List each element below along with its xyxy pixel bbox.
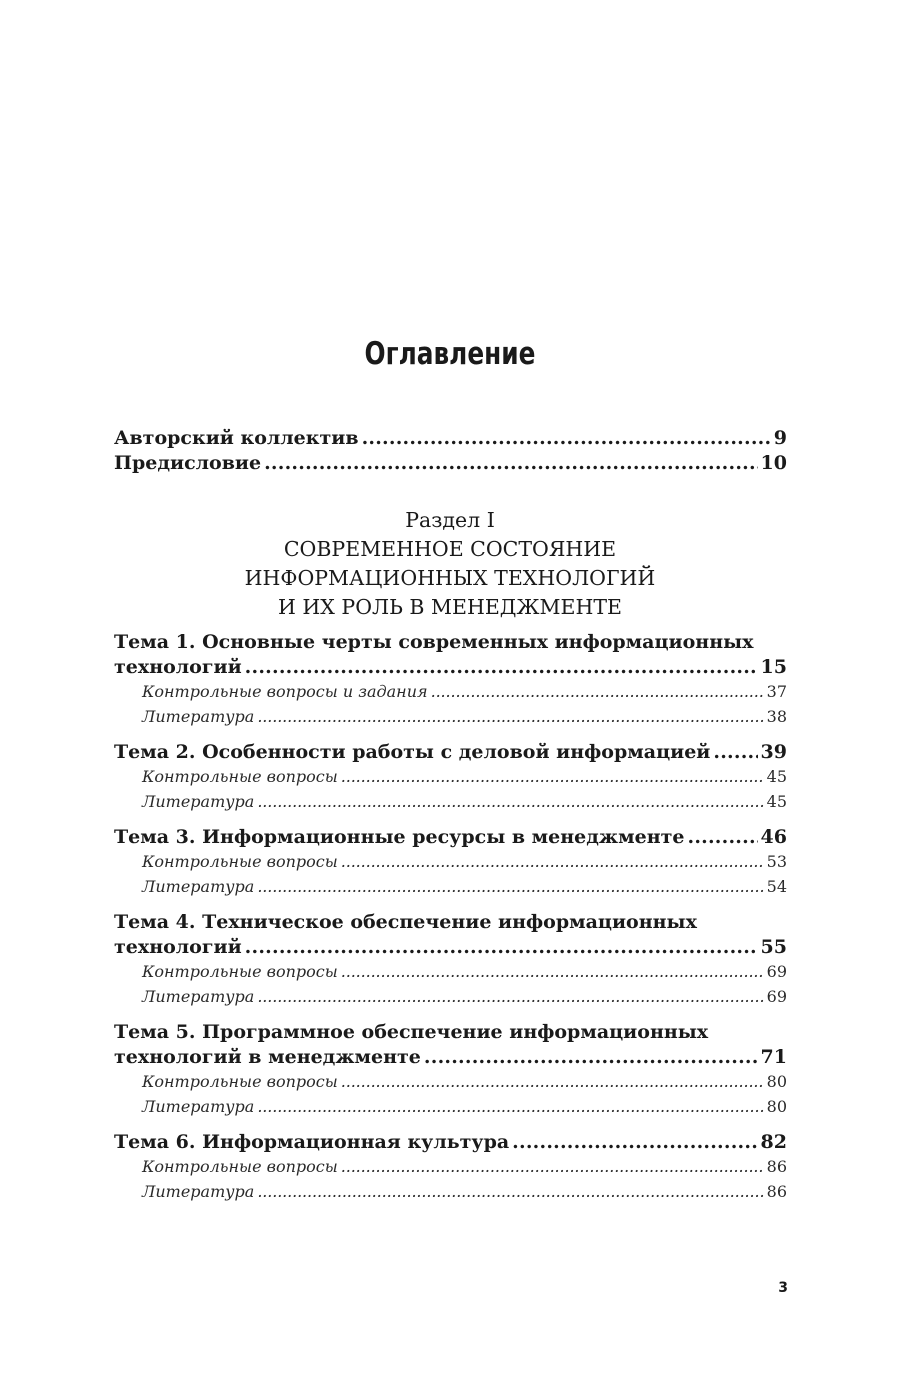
leader-dots — [257, 790, 763, 815]
leader-dots — [245, 935, 758, 960]
toc-subentry-title: Контрольные вопросы — [142, 1072, 338, 1091]
leader-dots — [264, 451, 757, 476]
leader-dots — [341, 1155, 764, 1180]
leader-dots — [257, 1095, 763, 1120]
toc-subentry-title: Литература — [142, 986, 255, 1006]
section-label: Раздел I — [405, 508, 495, 532]
toc-subentry-page: 69 — [766, 962, 787, 981]
toc-subentry-page: 86 — [766, 1181, 787, 1201]
toc-topic-row — [114, 740, 787, 765]
toc-entry-preface — [114, 451, 787, 476]
page-number: 3 — [778, 1280, 788, 1296]
toc-topic-1 — [114, 630, 787, 729]
toc-subentry — [114, 960, 787, 985]
toc-subentry-page: 45 — [766, 767, 787, 786]
toc-subentry — [114, 1180, 787, 1205]
toc-subentry-title: Литература — [142, 1181, 255, 1201]
toc-topic-5 — [114, 1020, 787, 1119]
toc-topic-title-line: технологий в менеджменте — [114, 1046, 421, 1068]
leader-dots — [424, 1045, 758, 1070]
section-name-line: И ИХ РОЛЬ В МЕНЕДЖМЕНТЕ — [278, 595, 622, 619]
page-title: Оглавление — [364, 336, 536, 372]
toc-topic-row — [114, 825, 787, 850]
toc-topic-4 — [114, 910, 787, 1009]
toc-subentry-title: Контрольные вопросы и задания — [142, 682, 428, 701]
toc-topic-page: 55 — [760, 936, 787, 958]
leader-dots — [341, 960, 764, 985]
toc-subentry — [114, 1095, 787, 1120]
toc-subentry-title: Контрольные вопросы — [142, 1157, 338, 1176]
toc-topic-6 — [114, 1130, 787, 1204]
toc-topic-title-line: Тема 3. Информационные ресурсы в менеджменте — [114, 826, 685, 848]
toc-subentry-page: 37 — [766, 682, 787, 701]
toc-subentry-page: 80 — [766, 1072, 787, 1091]
toc-subentry — [114, 705, 787, 730]
toc-subentry-page: 53 — [766, 852, 787, 871]
toc-topic-title-line: Тема 4. Техническое обеспечение информационных — [114, 911, 697, 933]
toc-subentry-title: Контрольные вопросы — [142, 962, 338, 981]
leader-dots — [341, 765, 764, 790]
leader-dots — [257, 875, 763, 900]
toc-subentry-page: 86 — [766, 1157, 787, 1176]
toc-topic-row — [114, 1045, 787, 1070]
toc-subentry — [114, 765, 787, 790]
toc-subentry-title: Литература — [142, 791, 255, 811]
toc-topic-page: 46 — [760, 826, 787, 848]
toc-subentry — [114, 850, 787, 875]
section-heading — [0, 506, 900, 622]
leader-dots — [512, 1130, 757, 1155]
toc-entry-title: Предисловие — [114, 452, 262, 474]
toc-subentry-title: Литература — [142, 1096, 255, 1116]
toc-topic-row — [114, 1130, 787, 1155]
toc-subentry-title: Контрольные вопросы — [142, 767, 338, 786]
toc-subentry-title: Контрольные вопросы — [142, 852, 338, 871]
toc-topic-row — [114, 935, 787, 960]
toc-topic-title-line: Тема 5. Программное обеспечение информационных — [114, 1021, 709, 1043]
toc-topic-title-line: Тема 2. Особенности работы с деловой информацией — [114, 741, 711, 763]
toc-subentry — [114, 790, 787, 815]
section-name-line: СОВРЕМЕННОЕ СОСТОЯНИЕ — [283, 537, 617, 561]
toc-subentry-title: Литература — [142, 706, 255, 726]
leader-dots — [257, 705, 763, 730]
leader-dots — [257, 985, 763, 1010]
toc-topic-page: 71 — [760, 1046, 787, 1068]
toc-topic-title-line: технологий — [114, 936, 242, 958]
toc-subentry-page: 80 — [766, 1096, 787, 1116]
toc-subentry — [114, 875, 787, 900]
toc-topic-title-line: технологий — [114, 656, 242, 678]
toc-entry-title: Авторский коллектив — [114, 427, 359, 449]
toc-front-matter — [114, 426, 787, 476]
toc-topic-row — [114, 655, 787, 680]
toc-topic-3 — [114, 825, 787, 899]
leader-dots — [341, 1070, 764, 1095]
leader-dots — [362, 426, 771, 451]
toc-subentry-title: Литература — [142, 876, 255, 896]
toc-entry-page: 9 — [773, 427, 787, 449]
leader-dots — [341, 850, 764, 875]
toc-subentry — [114, 680, 787, 705]
toc-topic-page: 15 — [760, 656, 787, 678]
toc-subentry-page: 54 — [766, 876, 787, 896]
leader-dots — [713, 740, 757, 765]
toc-entry-page: 10 — [760, 452, 787, 474]
toc-subentry-page: 45 — [766, 791, 787, 811]
toc-subentry-page: 38 — [766, 706, 787, 726]
toc-subentry — [114, 1070, 787, 1095]
leader-dots — [687, 825, 757, 850]
toc-topic-page: 82 — [760, 1131, 787, 1153]
leader-dots — [257, 1180, 763, 1205]
toc-topic-title-line: Тема 6. Информационная культура — [114, 1131, 510, 1153]
toc-entry-authors — [114, 426, 787, 451]
leader-dots — [245, 655, 758, 680]
toc-subentry-page: 69 — [766, 986, 787, 1006]
section-name-line: ИНФОРМАЦИОННЫХ ТЕХНОЛОГИЙ — [244, 566, 656, 590]
toc-topic-2 — [114, 740, 787, 814]
toc-topic-title-line: Тема 1. Основные черты современных информационных — [114, 631, 754, 653]
toc-subentry — [114, 985, 787, 1010]
leader-dots — [431, 680, 764, 705]
toc-subentry — [114, 1155, 787, 1180]
toc-topic-page: 39 — [760, 741, 787, 763]
